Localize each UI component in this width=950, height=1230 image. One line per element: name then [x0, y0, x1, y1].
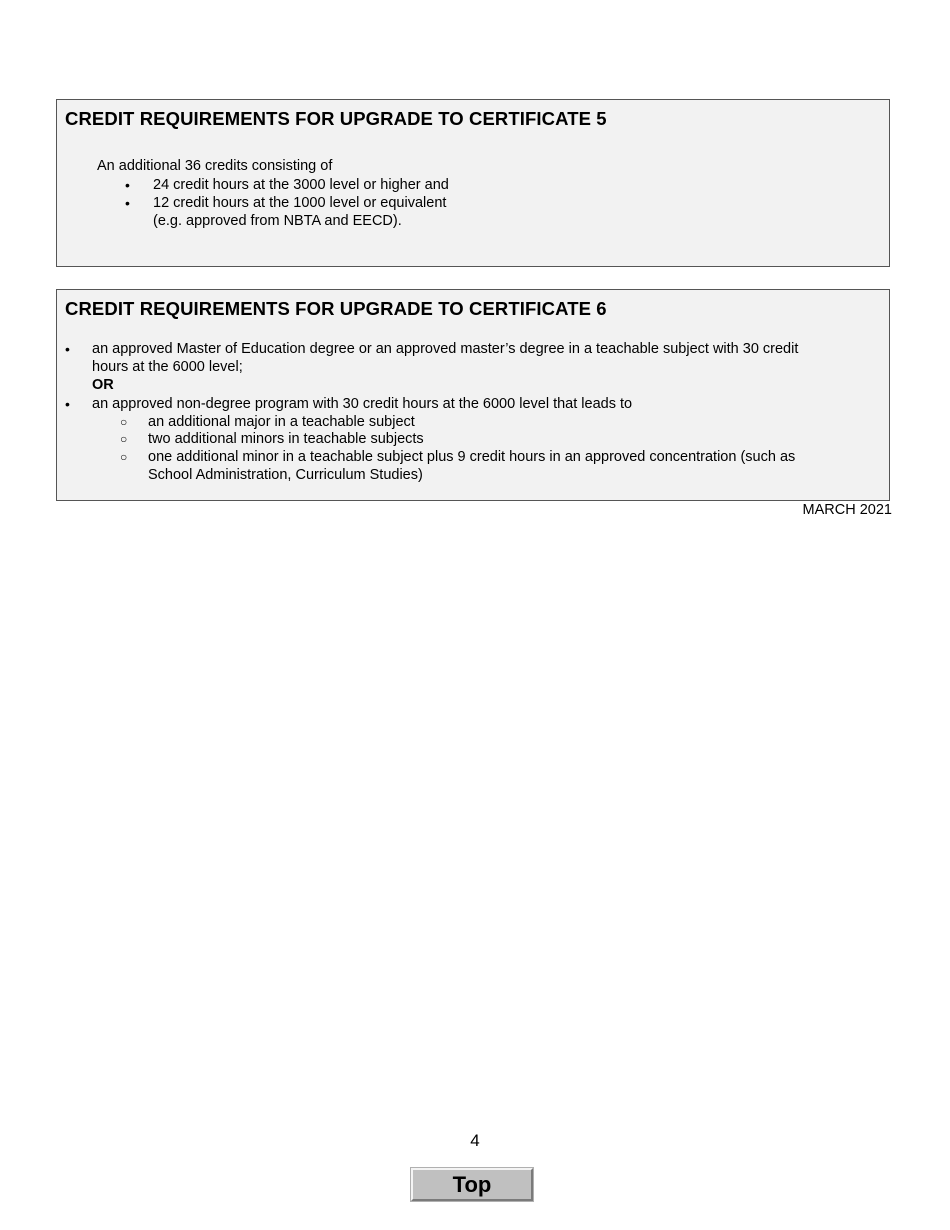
bullet-icon: • [125, 195, 130, 211]
certificate-5-note: (e.g. approved from NBTA and EECD). [153, 213, 402, 229]
sub-bullet-icon: ○ [120, 432, 128, 446]
certificate-5-section [56, 99, 890, 267]
certificate-5-item-1: 24 credit hours at the 3000 level or higher and [153, 177, 449, 193]
certificate-6-section [56, 289, 890, 501]
certificate-6-subitem-1: an additional major in a teachable subject [148, 414, 415, 430]
sub-bullet-icon: ○ [120, 415, 128, 429]
bullet-icon: • [65, 396, 70, 412]
document-date: MARCH 2021 [802, 502, 892, 518]
certificate-6-item-1-line-2: hours at the 6000 level; [92, 359, 243, 375]
top-button[interactable]: Top [411, 1168, 533, 1201]
or-label: OR [92, 377, 114, 393]
certificate-6-item-2: an approved non-degree program with 30 credit hours at the 6000 level that leads to [92, 396, 633, 412]
certificate-6-item-1-line-1: an approved Master of Education degree or an approved master’s degree in a teachable subject with 30 credit [92, 341, 799, 357]
certificate-6-subitem-3-line-2: School Administration, Curriculum Studies) [148, 467, 423, 483]
bullet-icon: • [125, 177, 130, 193]
certificate-5-heading: CREDIT REQUIREMENTS FOR UPGRADE TO CERTIFICATE 5 [65, 108, 607, 129]
certificate-6-subitem-3-line-1: one additional minor in a teachable subject plus 9 credit hours in an approved concentration (such as [148, 449, 796, 465]
certificate-5-intro: An additional 36 credits consisting of [97, 158, 333, 174]
sub-bullet-icon: ○ [120, 450, 128, 464]
certificate-6-subitem-2: two additional minors in teachable subjects [148, 431, 424, 447]
certificate-5-item-2: 12 credit hours at the 1000 level or equivalent [153, 195, 447, 211]
certificate-6-heading: CREDIT REQUIREMENTS FOR UPGRADE TO CERTIFICATE 6 [65, 298, 607, 319]
page-number: 4 [470, 1131, 480, 1150]
bullet-icon: • [65, 341, 70, 357]
